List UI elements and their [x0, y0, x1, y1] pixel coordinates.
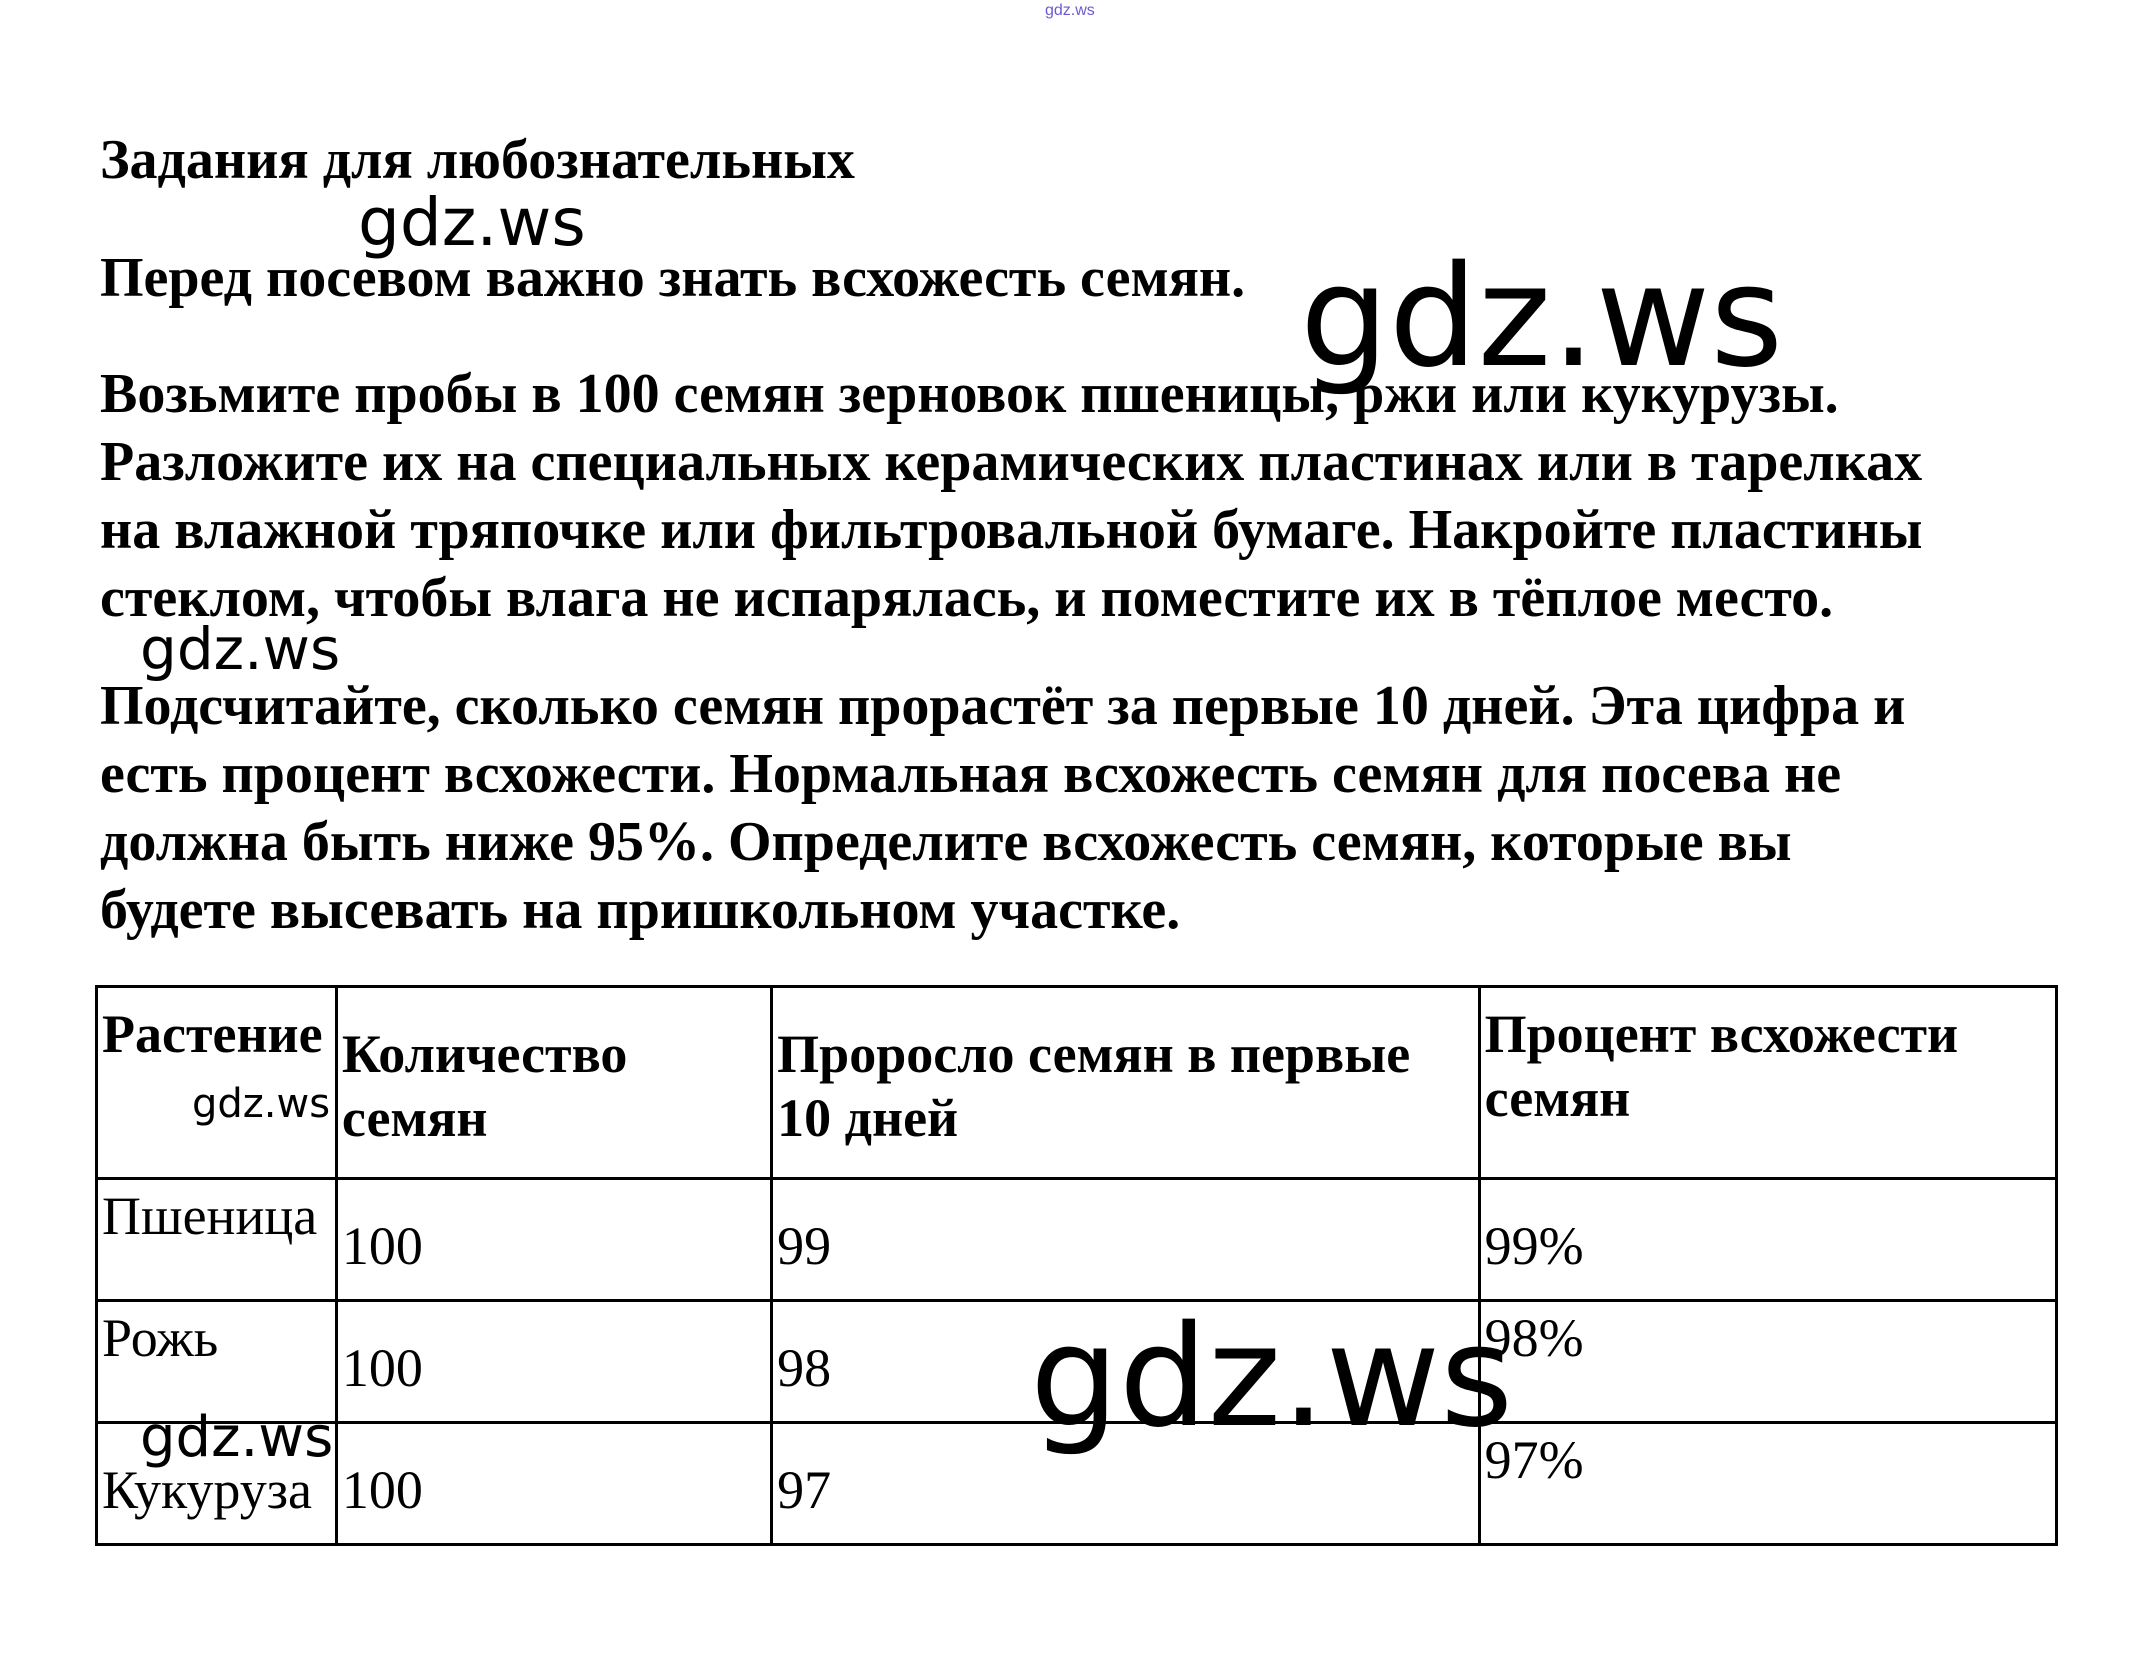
paragraph-line: Возьмите пробы в 100 семян зерновок пшеницы, ржи или кукурузы.: [100, 363, 1839, 425]
paragraph-line: Перед посевом важно знать всхожесть семян.: [100, 247, 1246, 309]
watermark: gdz.ws: [140, 615, 341, 683]
watermark: gdz.ws: [1300, 236, 1784, 399]
paragraph-line: стеклом, чтобы влага не испарялась, и поместите их в тёплое место.: [100, 567, 1834, 629]
table-header-row: [97, 987, 2057, 1179]
top-watermark: gdz.ws: [1045, 2, 1095, 19]
watermark: gdz.ws: [140, 1405, 334, 1470]
germination-table: [95, 985, 2058, 1546]
watermark: gdz.ws: [1030, 1296, 1514, 1459]
paragraph-line: будете высевать на пришкольном участке.: [100, 879, 1181, 941]
paragraph-line: Разложите их на специальных керамических пластинах или в тарелках: [100, 431, 1923, 493]
cell-seed-count: 100: [336, 1423, 771, 1545]
cell-germination-percent: 99%: [1479, 1179, 2056, 1301]
header-sprouted: Проросло семян в первые 10 дней: [772, 987, 1479, 1179]
paragraph-line: должна быть ниже 95%. Определите всхожесть семян, которые вы: [100, 811, 1792, 873]
paragraph-intro: [100, 244, 1245, 312]
cell-seed-count: 100: [336, 1301, 771, 1423]
header-plant: Растение: [97, 987, 337, 1179]
page-heading: Задания для любознательных: [100, 129, 855, 191]
cell-plant: Пшеница: [97, 1179, 337, 1301]
cell-germination-percent: 98%: [1479, 1301, 2056, 1423]
watermark: gdz.ws: [358, 184, 586, 261]
cell-plant: Кукуруза: [97, 1423, 337, 1545]
header-germination-percent: Процент всхожести семян: [1479, 987, 2056, 1179]
watermark: gdz.ws: [192, 1081, 331, 1127]
paragraph-line: Подсчитайте, сколько семян прорастёт за первые 10 дней. Эта цифра и: [100, 675, 1906, 737]
cell-seed-count: 100: [336, 1179, 771, 1301]
paragraph-line: на влажной тряпочке или фильтровальной бумаге. Накройте пластины: [100, 499, 1923, 561]
header-seed-count: Количество семян: [336, 987, 771, 1179]
paragraph-line: есть процент всхожести. Нормальная всхожесть семян для посева не: [100, 743, 1842, 805]
paragraph-counting: [100, 672, 1905, 944]
cell-sprouted: 99: [772, 1179, 1479, 1301]
paragraph-instructions: [100, 360, 1923, 632]
cell-plant: Рожь: [97, 1301, 337, 1423]
table-row: [97, 1179, 2057, 1301]
cell-sprouted: 97: [772, 1423, 1479, 1545]
cell-sprouted: 98: [772, 1301, 1479, 1423]
cell-germination-percent: 97%: [1479, 1423, 2056, 1545]
